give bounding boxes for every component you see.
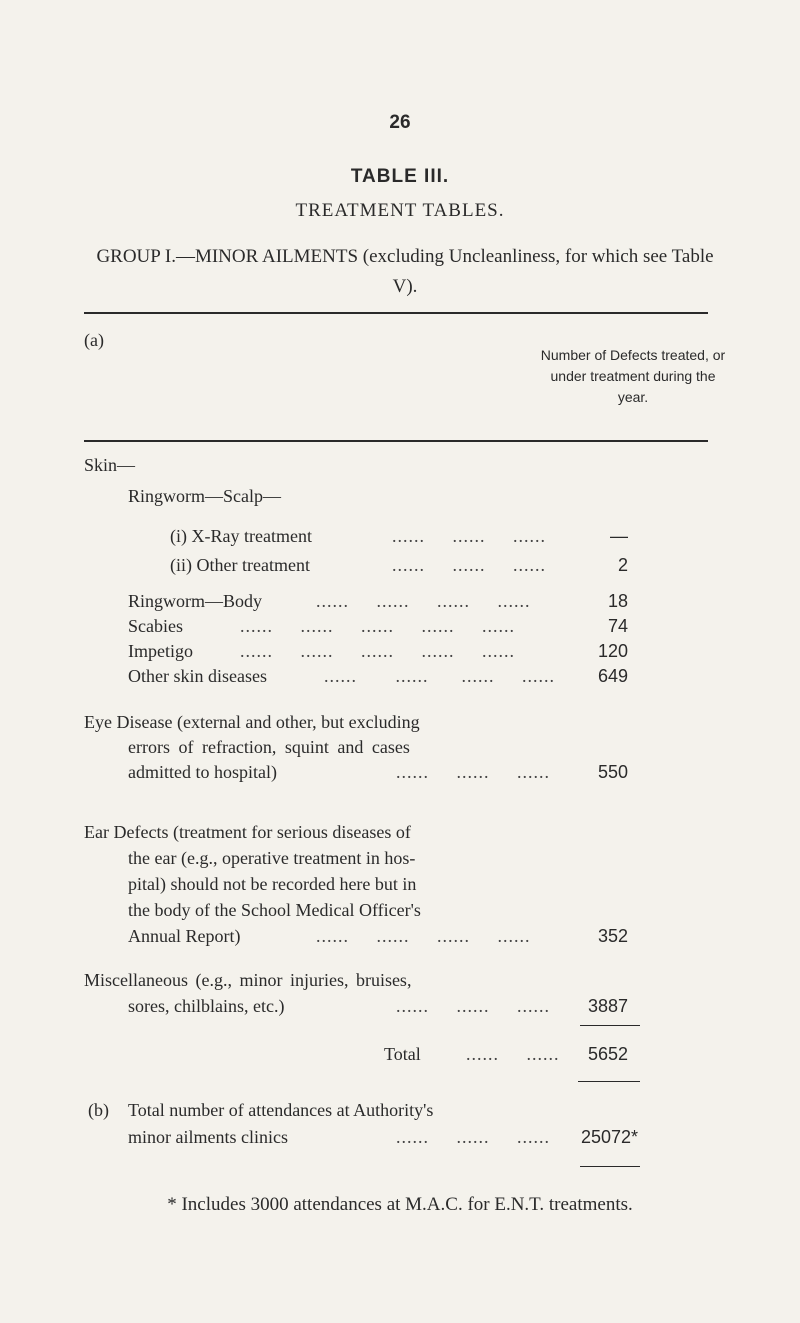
other-skin-label: Other skin diseases <box>128 666 267 686</box>
eye-disease-line-3: admitted to hospital) <box>128 762 277 782</box>
eye-disease-line-1: Eye Disease (external and other, but excluding <box>84 712 420 732</box>
dot-leader: ...... ...... ...... <box>396 762 550 782</box>
scabies-label: Scabies <box>128 616 183 636</box>
eye-disease-value: 550 <box>597 762 628 782</box>
total-top-rule <box>580 1025 640 1026</box>
dot-leader: ...... ...... ...... ...... <box>324 666 555 686</box>
total-bottom-rule <box>578 1081 640 1082</box>
dot-leader: ...... ...... ...... <box>396 1127 550 1147</box>
impetigo-label: Impetigo <box>128 641 193 661</box>
ear-defects-line-4: the body of the School Medical Officer's <box>128 900 421 920</box>
total-label: Total <box>384 1044 421 1064</box>
dot-leader: ...... ...... ...... <box>396 996 550 1016</box>
scabies-value: 74 <box>607 616 628 636</box>
header-top-rule <box>84 312 708 314</box>
section-b-value: 25072* <box>580 1127 638 1147</box>
other-skin-value: 649 <box>597 666 628 686</box>
dot-leader: ...... ...... ...... ...... ...... <box>240 616 515 636</box>
misc-line-2: sores, chilblains, etc.) <box>128 996 285 1016</box>
header-bottom-rule <box>84 440 708 442</box>
dot-leader: ...... ...... ...... ...... <box>316 926 531 946</box>
ear-defects-line-3: pital) should not be recorded here but in <box>128 874 417 894</box>
impetigo-value: 120 <box>597 641 628 661</box>
section-b-bottom-rule <box>580 1166 640 1167</box>
ear-defects-value: 352 <box>597 926 628 946</box>
ear-defects-line-5: Annual Report) <box>128 926 241 946</box>
ear-defects-line-2: the ear (e.g., operative treatment in hos- <box>128 848 416 868</box>
page-number: 26 <box>389 112 411 133</box>
section-b-line-2: minor ailments clinics <box>128 1127 288 1147</box>
dot-leader: ...... ...... <box>466 1044 560 1064</box>
xray-treatment-label: (i) X-Ray treatment <box>170 526 312 546</box>
ringworm-body-label: Ringworm—Body <box>128 591 263 611</box>
misc-line-1: Miscellaneous (e.g., minor injuries, bruises, <box>84 970 412 990</box>
table-label: TABLE III. <box>350 166 450 187</box>
section-b-label: (b) <box>88 1100 109 1120</box>
xray-treatment-value: — <box>610 526 628 546</box>
dot-leader: ...... ...... ...... ...... ...... <box>240 641 515 661</box>
subtitle: TREATMENT TABLES. <box>295 200 505 221</box>
total-value: 5652 <box>587 1044 628 1064</box>
ear-defects-line-1: Ear Defects (treatment for serious diseases of <box>84 822 411 842</box>
other-treatment-label: (ii) Other treatment <box>170 555 310 575</box>
section-a-label: (a) <box>84 330 104 350</box>
dot-leader: ...... ...... ...... <box>392 555 546 575</box>
eye-disease-line-2: errors of refraction, squint and cases <box>128 737 410 757</box>
ringworm-scalp-heading: Ringworm—Scalp— <box>128 486 281 506</box>
dot-leader: ...... ...... ...... <box>392 526 546 546</box>
dot-leader: ...... ...... ...... ...... <box>316 591 531 611</box>
section-b-line-1: Total number of attendances at Authority's <box>128 1100 434 1120</box>
other-treatment-value: 2 <box>617 555 628 575</box>
misc-value: 3887 <box>587 996 628 1016</box>
ringworm-body-value: 18 <box>607 591 628 611</box>
footnote: * Includes 3000 attendances at M.A.C. for E.N.T. treatments. <box>167 1194 633 1215</box>
skin-heading: Skin— <box>84 455 136 475</box>
group-heading: GROUP I.—MINOR AILMENTS (excluding Uncleanliness, for which see Table V). <box>96 246 714 297</box>
column-header: Number of Defects treated, or under treatment during the year. <box>540 347 726 405</box>
